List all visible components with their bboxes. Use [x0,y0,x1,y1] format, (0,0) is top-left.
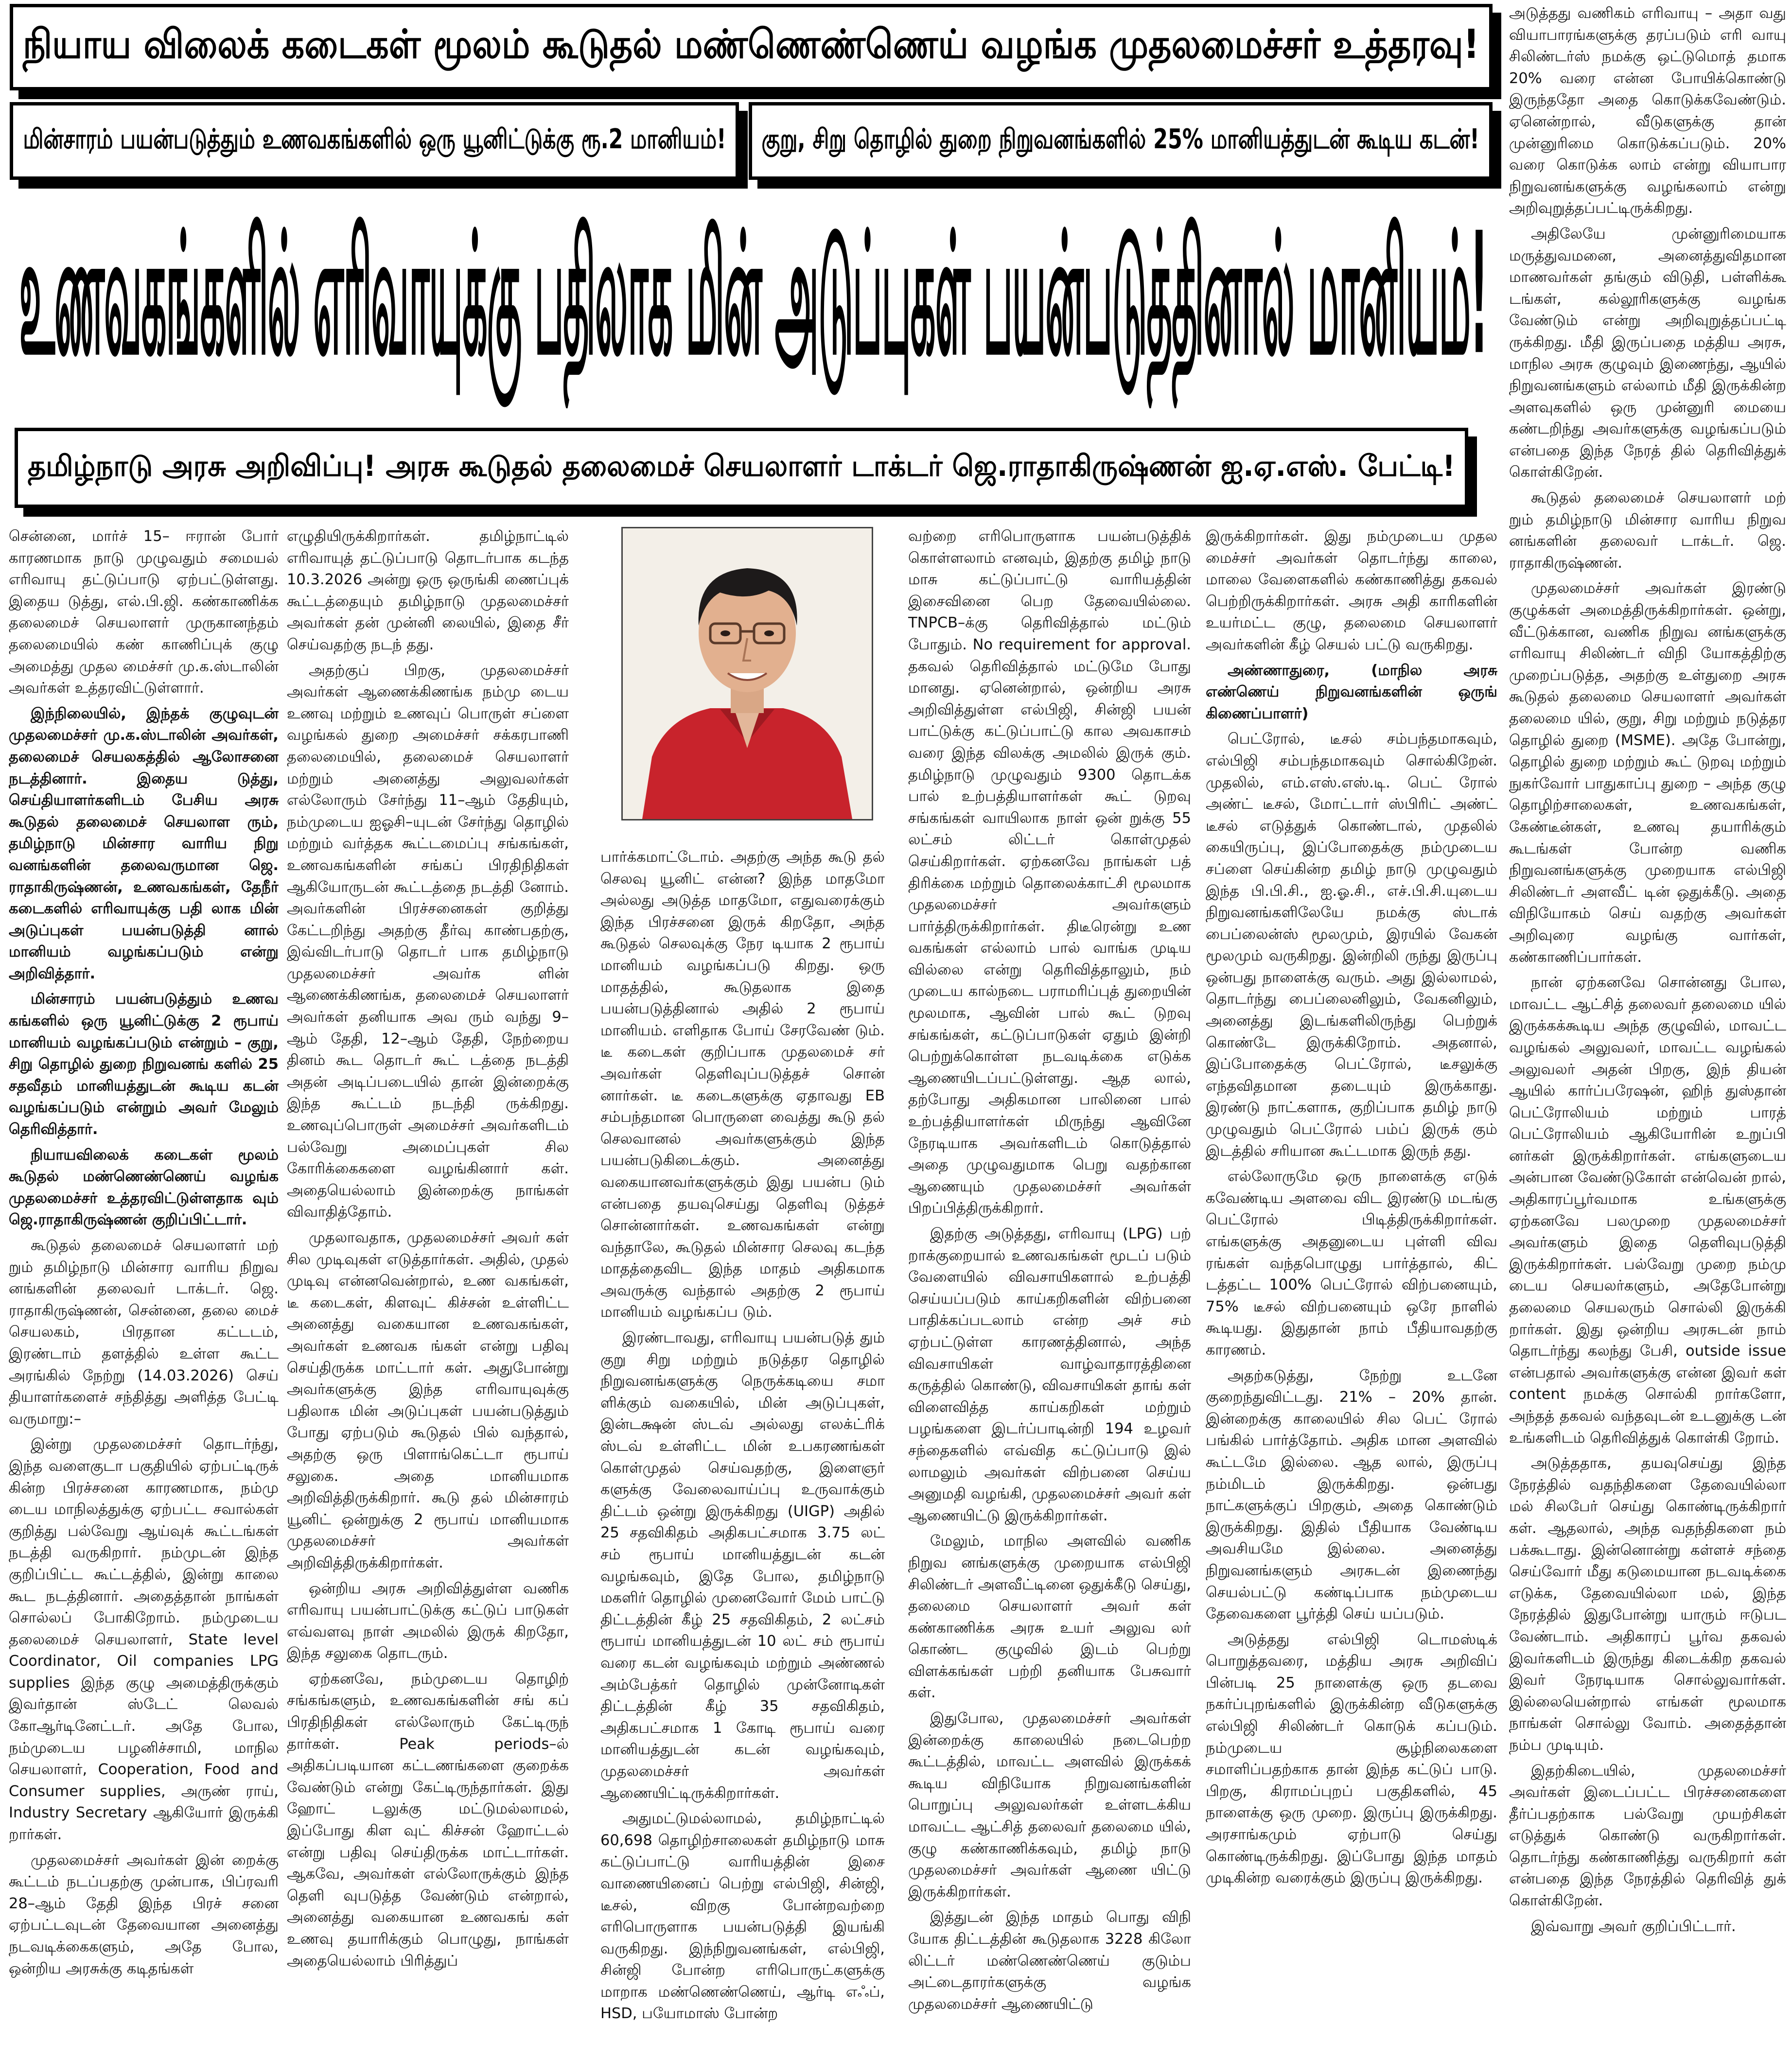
article-paragraph: இருக்கிறார்கள். இது நம்முடைய முதல மைச்சர் அவர்கள் தொடர்ந்து காலை, மாலை வேளைகளில் கண்காணித்து தகவல் பெற்றிருக்கிறார்கள். அரசு அதி காரிகளின் உயர்மட்ட குழு, தலைமை செயலாளர் அவர்களின் கீழ் செயல் பட்டு வருகிறது. [1206,528,1497,653]
article-paragraph: முதலாவதாக, முதலமைச்சர் அவர் கள் சில முடிவுகள் எடுத்தார்கள். அதில், முதல் முடிவு என்னவென்றால், உண வகங்கள், டீ கடைகள், கிளவுட் கிச்சன் உள்ளிட்ட அனைத்து வகையான உணவகங்கள், அவர்கள் உணவக ங்கள் என்று பதிவு செய்திருக்க மாட்டார் கள். அதுபோன்று அவர்களுக்கு இந்த எரிவாயுவுக்கு பதிலாக மின் அடுப்புகள் பயன்படுத்தும் போது ஏற்படும் கூடுதல் பில் வந்தால், அதற்கு ஒரு பிளாங்கெட்டா ரூபாய் சலுகை. அதை மானியமாக அறிவித்திருக்கிறார். கூடு தல் மின்சாரம் யூனிட் ஒன்றுக்கு 2 ரூபாய் மானியமாக முதலமைச்சர் அவர்கள் அறிவித்திருக்கிறார்கள். [287,1229,569,1571]
subheadline-left: மின்சாரம் பயன்படுத்தும் உணவகங்களில் ஒரு யூனிட்டுக்கு ரூ.2 மானியம்! [23,123,726,155]
article-paragraph: முதலமைச்சர் அவர்கள் இன் றைக்கு கூட்டம் நடப்பதற்கு முன்பாக, பிப்ரவரி 28–ஆம் தேதி இந்த பிரச் சனை ஏற்பட்டவுடன் தேவையான அனைத்து நடவடிக்கைகளும், அதே போல, ஒன்றிய அரசுக்கு கடிதங்கள் [9,1851,279,1977]
article-column-4 [908,526,1191,2052]
article-paragraph: நான் ஏற்கனவே சொன்னது போல, மாவட்ட ஆட்சித் தலைவர் தலைமை யில் இருக்கக்கூடிய அந்த குழுவில், மாவட்ட வழங்கல் அலுவலர், மாவட்ட வழங்கல் அலுவலர் அதன் பிறகு, இந் தியன் ஆயில் கார்ப்பரேஷன், ஹிந் துஸ்தான் பெட்ரோலியம் மற்றும் பாரத் பெட்ரோலியம் ஆகியோரின் உறுப்பி னர்கள் இருக்கிறார்கள். எங்களுடைய அன்பான வேண்டுகோள் என்வென் றால், அதிகாரப்பூர்வமாக உங்களுக்கு ஏற்கனவே பலமுறை முதலமைச்சர் அவர்களும் இதை தெளிவுபடுத்தி இருக்கிறார்கள். பல்வேறு முறை நம்மு டைய செயலர்களும், அதேபோன்று தலைமை செயலரும் சொல்லி இருக்கி றார்கள். இது ஒன்றிய அரசுடன் நாம் தொடர்ந்து கலந்து பேசி, outside issue என்பதால் அவர்களுக்கு என்ன இவர் கள் content நமக்கு சொல்கி றார்களோ, அந்தத் தகவல் வந்தவுடன் உடனுக்கு டன் உங்களிடம் தெரிவித்துக் கொள்கி றோம். [1509,974,1786,1447]
top-headline: நியாய விலைக் கடைகள் மூலம் கூடுதல் மண்ணெண்ணெய் வழங்க முதலமைச்சர் உத்தரவு! [23,21,1479,68]
article-paragraph: நியாயவிலைக் கடைகள் மூலம் கூடுதல் மண்ணெண்ணெய் வழங்க முதலமைச்சர் உத்தரவிட்டுள்ளதாக வும் ஜெ.ராதாகிருஷ்ணன் குறிப்பிட்டார். [9,1146,279,1229]
article-paragraph: மின்சாரம் பயன்படுத்தும் உணவ கங்களில் ஒரு யூனிட்டுக்கு 2 ரூபாய் மானியம் வழங்கப்படும் என்றும் – குறு, சிறு தொழில் துறை நிறுவனங் களில் 25 சதவீதம் மானியத்துடன் கூடிய கடன் வழங்கப்படும் என்றும் அவர் மேலும் தெரிவித்தார். [9,991,279,1138]
subheadline-right-box [749,102,1493,180]
article-paragraph: அதற்கடுத்து, நேற்று உடனே குறைந்துவிட்டது. 21% – 20% தான். இன்றைக்கு காலையில் சில பெட் ரோல் பங்கில் பார்த்தோம். அதிக மான அளவில் கூட்டமே இல்லை. ஆத லால், இருப்பு நம்மிடம் இருக்கிறது. ஒன்பது நாட்களுக்குப் பிறகும், அதை கொண்டும் இருக்கிறது. இதில் பீதியாக வேண்டிய அவசியமே இல்லை. அனைத்து நிறுவனங்களும் அரசுடன் இணைந்து செயல்பட்டு கண்டிப்பாக நம்முடைய தேவைகளை பூர்த்தி செய் யப்படும். [1206,1367,1497,1623]
article-paragraph: இத்துடன் இந்த மாதம் பொது விநி யோக திட்டத்தின் கூடுதலாக 3228 கிலோ லிட்டர் மண்ணெண்ணெய் குடும்ப அட்டைதாரர்களுக்கு வழங்க முதலமைச்சர் ஆணையிட்டு [908,1909,1191,2013]
article-paragraph: சென்னை, மார்ச் 15– ஈரான் போர் காரணமாக நாடு முழுவதும் சமையல் எரிவாயு தட்டுப்பாடு ஏற்பட்டுள்ளது. இதைய டுத்து, எல்.பி.ஜி. கண்காணிக்க தலைமைச் செயலாளர் முருகானந்தம் தலைமையில் கண் காணிப்புக் குழு அமைத்து முதல மைச்சர் மு.க.ஸ்டாலின் அவர்கள் உத்தரவிட்டுள்ளார். [9,528,279,697]
article-column-2 [287,526,569,2052]
article-paragraph: ஒன்றிய அரசு அறிவித்துள்ள வணிக எரிவாயு பயன்பாட்டுக்கு கட்டுப் பாடுகள் எவ்வளவு நாள் அமலில் இருக் கிறதோ, இந்த சலுகை தொடரும். [287,1580,569,1662]
article-paragraph: முதலமைச்சர் அவர்கள் இரண்டு குழுக்கள் அமைத்திருக்கிறார்கள். ஒன்று, வீட்டுக்கான, வணிக நிறுவ னங்களுக்கு எரிவாயு சிலிண்டர் விநி யோகத்திற்கு முறைப்படுத்த, அதற்கு உள்துறை அரசு கூடுதல் தலைமை செயலாளர் அவர்கள் தலைமை யில், குறு, சிறு மற்றும் நடுத்தர தொழில் துறை (MSME). அதே போன்று, தொழில் துறை மற்றும் கூட் டுறவு மற்றும் நுகர்வோர் பாதுகாப்பு துறை – அந்த குழு தொழிற்சாலைகள், உணவகங்கள், கேண்டீன்கள், உணவு தயாரிக்கும் கூடங்கள் போன்ற வணிக நிறுவனங்களுக்கு முறையாக எல்பிஜி சிலிண்டர் அளவீட் டின் ஒதுக்கீடு. அதை விநியோகம் செய் வதற்கு அவர்கள் அறிவுரை வழங்கு வார்கள், கண்காணிப்பார்கள். [1509,580,1786,966]
article-paragraph: எல்லோருமே ஒரு நாளைக்கு எடுக் கவேண்டிய அளவை விட இரண்டு மடங்கு பெட்ரோல் பிடித்திருக்கிறார்கள். எங்களுக்கு அதனுடைய புள்ளி விவ ரங்கள் வந்தபொழுது பார்த்தால், கிட் டத்தட்ட 100% பெட்ரோல் விற்பனையும், 75% டீசல் விற்பனையும் ஒரே நாளில் கூடியது. இதுதான் நாம் பீதியாவதற்கு காரணம். [1206,1168,1497,1359]
article-paragraph: இதுபோல, முதலமைச்சர் அவர்கள் இன்றைக்கு காலையில் நடைபெற்ற கூட்டத்தில், மாவட்ட அளவில் இருக்கக் கூடிய விநியோக நிறுவனங்களின் பொறுப்பு அலுவலர்கள் உள்ளடக்கிய மாவட்ட ஆட்சித் தலைவர் தலைமை யில், குழு கண்காணிக்கவும், தமிழ் நாடு முதலமைச்சர் அவர்கள் ஆணை யிட்டு இருக்கிறார்கள். [908,1710,1191,1901]
article-paragraph: இதற்கிடையில், முதலமைச்சர் அவர்கள் இடைப்பட்ட பிரச்சனைகளை தீர்ப்பதற்காக பல்வேறு முயற்சிகள் எடுத்துக் கொண்டு வருகிறார்கள். தொடர்ந்து கண்காணித்து வருகிறார் கள் என்பதை இந்த நேரத்தில் தெரிவித் துக் கொள்கிறேன். [1509,1762,1786,1910]
article-column-6 [1509,3,1786,2052]
article-paragraph: வற்றை எரிபொருளாக பயன்படுத்திக் கொள்ளலாம் எனவும், இதற்கு தமிழ் நாடு மாசு கட்டுப்பாட்டு வாரியத்தின் இசைவினை பெற தேவையில்லை. TNPCB–க்கு தெரிவித்தால் மட்டும் போதும். No requirement for approval. தகவல் தெரிவித்தால் மட்டுமே போது மானது. ஏனென்றால், ஒன்றிய அரசு அறிவித்துள்ள எல்பிஜி, சின்ஜி பயன் பாட்டுக்கு கட்டுப்பாட்டு கால அவகாசம் வரை இந்த விலக்கு அமலில் இருக் கும். தமிழ்நாடு முழுவதும் 9300 தொடக்க பால் உற்பத்தியாளர்கள் கூட் டுறவு சங்கங்கள் வாயிலாக நாள் ஒன் றுக்கு 55 லட்சம் லிட்டர் கொள்முதல் செய்கிறார்கள். ஏற்கனவே நாங்கள் பத் திரிக்கை மற்றும் தொலைக்காட்சி மூலமாக முதலமைச்சர் அவர்களும் பார்த்திருக்கிறார்கள். திடீரென்று உண வகங்கள் எல்லாம் பால் வாங்க முடிய வில்லை என்று தெரிவித்தாலும், நம் முடைய கால்நடை பராமரிப்புத் துறையின் மூலமாக, ஆவின் பால் கூட் டுறவு சங்கங்கள், கட்டுப்பாடுகள் ஏதும் இன்றி பெற்றுக்கொள்ள நடவடிக்கை எடுக்க ஆணையிடப்பட்டுள்ளது. ஆத லால், தற்போது அதிகமான பாலினை பால் உற்பத்தியாளர்கள் மிருந்து ஆவினே நேரடியாக அவர்களிடம் கொடுத்தால் அதை முழுவதுமாக பெறு வதற்கான ஆணையும் முதலமைச்சர் அவர்கள் பிறப்பித்திருக்கிறார். [908,528,1191,1217]
strapline-box [15,428,1468,508]
article-paragraph: கூடுதல் தலைமைச் செயலாளர் மற் றும் தமிழ்நாடு மின்சார வாரிய நிறுவ னங்களின் தலைவர் டாக்டர். ஜெ. ராதாகிருஷ்ணன். [1509,489,1786,572]
article-column-1 [9,526,279,2052]
article-paragraph: அதிலேயே முன்னுரிமையாக மருத்துவமனை, அனைத்துவிதமான மாணவர்கள் தங்கும் விடுதி, பள்ளிக்கூ டங்கள், கல்லூரிகளுக்கு வழங்க வேண்டும் என்று அறிவுறுத்தப்பட்டி ருக்கிறது. மீதி இருப்பதை மத்திய அரசு, மாநில அரசு குழுவும் இணைந்து, ஆயில் நிறுவனங்களும் எல்லாம் மீதி இருக்கின்ற அளவுகளில் ஒரு முன்னுரி மையை கண்டறிந்து அவர்களுக்கு வழங்கப்படும் என்பதை இந்த நேரத் தில் தெரிவித்துக் கொள்கிறேன். [1509,225,1786,481]
article-paragraph: இரண்டாவது, எரிவாயு பயன்படுத் தும் குறு சிறு மற்றும் நடுத்தர தொழில் நிறுவனங்களுக்கு நெருக்கடியை சமா ளிக்கும் வகையில், மின் அடுப்புகள், இன்டக்ஷன் ஸ்டவ் அல்லது எலக்ட்ரிக் ஸ்டவ் உள்ளிட்ட மின் உபகரணங்கள் கொள்முதல் செய்வதற்கு, இளைஞர் களுக்கு வேலைவாய்ப்பு உருவாக்கும் திட்டம் ஒன்று இருக்கிறது (UIGP) அதில் 25 சதவிகிதம் அதிகபட்சமாக 3.75 லட் சம் ரூபாய் மானியத்துடன் கடன் வழங்கவும், இதே போல, தமிழ்நாடு மகளிர் தொழில் முனைவோர் மேம் பாட்டு திட்டத்தின் கீழ் 25 சதவிகிதம், 2 லட்சம் ரூபாய் மானியத்துடன் 10 லட் சம் ரூபாய் வரை கடன் வழங்கவும் மற்றும் அண்ணல் அம்பேத்கர் தொழில் முன்னோடிகள் திட்டத்தின் கீழ் 35 சதவிகிதம், அதிகபட்சமாக 1 கோடி ரூபாய் வரை மானியத்துடன் கடன் வழங்கவும், முதலமைச்சர் அவர்கள் ஆணையிட்டிருக்கிறார்கள். [600,1329,885,1802]
article-paragraph: அடுத்தது எல்பிஜி டொமஸ்டிக் பொறுத்தவரை, மத்திய அரசு அறிவிப் பின்படி 25 நாளைக்கு ஒரு தடவை நகர்ப்புறங்களில் இருக்கின்ற வீடுகளுக்கு எல்பிஜி சிலிண்டர் கொடுக் கப்படும். நம்முடைய சூழ்நிலைகளை சமாளிப்பதற்காக தான் இந்த கட்டுப் பாடு. பிறகு, கிராமப்புறப் பகுதிகளில், 45 நாளைக்கு ஒரு முறை. இருப்பு இருக்கிறது. அரசாங்கமும் ஏற்பாடு செய்து கொண்டிருக்கிறது. இப்போது இந்த மாதம் முடிகின்ற வரைக்கும் இருப்பு இருக்கிறது. [1206,1631,1497,1887]
main-headline-box [10,204,1497,408]
top-headline-box [10,4,1493,90]
portrait-illustration [623,528,872,819]
article-paragraph: அதற்குப் பிறகு, முதலமைச்சர் அவர்கள் ஆணைக்கிணங்க நம்மு டைய உணவு மற்றும் உணவுப் பொருள் சப்ளை வழங்கல் துறை அமைச்சர் சக்கரபாணி தலைமையில், தலைமைச் செயலாளர் மற்றும் அனைத்து அலுவலர்கள் எல்லோரும் சேர்ந்து 11–ஆம் தேதியும், நம்முடைய ஐஓசி–யுடன் சேர்ந்து தொழில் மற்றும் வர்த்தக கூட்டமைப்பு சங்கங்கள், உணவகங்களின் சங்கப் பிரதிநிதிகள் ஆகியோருடன் கூட்டத்தை நடத்தி னோம். அவர்களின் பிரச்சனைகள் குறித்து கேட்டறிந்து அதற்கு தீர்வு காண்பதற்கு, இவ்விடர்பாடு தொடர் பாக தமிழ்நாடு முதலமைச்சர் அவர்க ளின் ஆணைக்கிணங்க, தலைமைச் செயலாளர் அவர்கள் தனியாக அவ ரும் வந்து 9–ஆம் தேதி, 12–ஆம் தேதி, நேற்றைய தினம் கூட தொடர் கூட் டத்தை நடத்தி அதன் அடிப்படையில் தான் இன்றைக்கு இந்த கூட்டம் நடந்தி ருக்கிறது. உணவுப்பொருள் அமைச்சர் அவர்களிடம் பல்வேறு அமைப்புகள் சில கோரிக்கைகளை வழங்கினார் கள். அதையெல்லாம் இன்றைக்கு நாங்கள் விவாதித்தோம். [287,662,569,1221]
speaker-name: அண்ணாதுரை, (மாநில அரசு எண்ணெய் நிறுவனங்களின் ஒருங் கிணைப்பாளர்) [1206,662,1497,722]
article-paragraph: அடுத்தது வணிகம் எரிவாயு – அதா வது வியாபாரங்களுக்கு தரப்படும் எரி வாயு சிலிண்டர்ஸ் நமக்கு ஒட்டுமொத் தமாக 20% வரை என்ன போயிக்கொண்டு இருந்ததோ அதை கொடுக்கவேண்டும். ஏனென்றால், வீடுகளுக்கு தான் முன்னுரிமை கொடுக்கப்படும். 20% வரை கொடுக்க லாம் என்று வியாபார நிறுவனங்களுக்கு வழங்கலாம் என்று அறிவுறுத்தப்பட்டிருக்கிறது. [1509,5,1786,217]
article-paragraph: மேலும், மாநில அளவில் வணிக நிறுவ னங்களுக்கு முறையாக எல்பிஜி சிலிண்டர் அளவீட்டினை ஒதுக்கீடு செய்து, தலைமை செயலாளர் அவர் கள் கண்காணிக்க அரசு உயர் அலுவ லர் கொண்ட குழுவில் இடம் பெற்று விளக்கங்கள் பற்றி தனியாக பேசுவார் கள். [908,1533,1191,1702]
article-paragraph: இன்று முதலமைச்சர் தொடர்ந்து, இந்த வளைகுடா பகுதியில் ஏற்பட்டிருக் கின்ற பிரச்சனை காரணமாக, நம்மு டைய மாநிலத்துக்கு ஏற்பட்ட சவால்கள் குறித்து பல்வேறு ஆய்வுக் கூட்டங்கள் நடத்தி வருகிறார். நம்முடன் இந்த குறிப்பிட்ட கூட்டத்தில், இன்று காலை கூட நடத்தினார். அதைத்தான் நாங்கள் சொல்லப் போகிறோம். நம்முடைய தலைமைச் செயலாளர், State level Coordinator, Oil companies LPG supplies இந்த குழு அமைத்திருக்கும் இவர்தான் ஸ்டேட் லெவல் கோஆர்டினேட்டர். அதே போல, நம்முடைய பழனிச்சாமி, மாநில செயலாளர், Cooperation, Food and Consumer supplies, அருண் ராய், Industry Secretary ஆகியோர் இருக்கி றார்கள். [9,1436,279,1844]
strapline: தமிழ்நாடு அரசு அறிவிப்பு! அரசு கூடுதல் தலைமைச் செயலாளர் டாக்டர் ஜெ.ராதாகிருஷ்ணன் ஐ.ஏ.எஸ். பேட்டி! [27,449,1456,483]
article-paragraph: கூடுதல் தலைமைச் செயலாளர் மற் றும் தமிழ்நாடு மின்சார வாரிய நிறுவ னங்களின் தலைவர் டாக்டர். ஜெ. ராதாகிருஷ்ணன், சென்னை, தலை மைச் செயலகம், பிரதான கட்டடம், இரண்டாம் தளத்தில் உள்ள கூட்ட அரங்கில் நேற்று (14.03.2026) செய் தியாளர்களைச் சந்தித்து அளித்த பேட்டி வருமாறு:– [9,1237,279,1428]
article-paragraph: இதற்கு அடுத்தது, எரிவாயு (LPG) பற் றாக்குறையால் உணவகங்கள் மூடப் படும் வேளையில் விவசாயிகளால் உற்பத்தி செய்யப்படும் காய்கறிகளின் விற்பனை பாதிக்கப்படலாம் என்ற அச் சம் ஏற்பட்டுள்ள காரணத்தினால், அந்த விவசாயிகள் வாழ்வாதாரத்தினை கருத்தில் கொண்டு, விவசாயிகள் தாங் கள் விளைவித்த காய்கறிகள் மற்றும் பழங்களை இடர்ப்பாடின்றி 194 உழவர் சந்தைகளில் எவ்வித கட்டுப்பாடு இல் லாமலும் அவர்கள் விற்பனை செய்ய அனுமதி வழங்கி, முதலமைச்சர் அவர் கள் ஆணையிட்டு இருக்கிறார்கள். [908,1225,1191,1524]
article-paragraph: பார்க்கமாட்டோம். அதற்கு அந்த கூடு தல் செலவு யூனிட் என்ன? இந்த மாதமோ அல்லது அடுத்த மாதமோ, எதுவரைக்கும் இந்த பிரச்சனை இருக் கிறதோ, அந்த கூடுதல் செலவுக்கு நேர டியாக 2 ரூபாய் மானியம் வழங்கப்படு கிறது. ஒரு மாதத்தில், கூடுதலாக இதை பயன்படுத்தினால் அதில் 2 ரூபாய் மானியம். எளிதாக போய் சேரவேண் டும். டீ கடைகள் குறிப்பாக முதலமைச் சர் அவர்கள் தெளிவுப்படுத்தச் சொன் னார்கள். டீ கடைகளுக்கு ஏதாவது EB சம்பந்தமான பொருளை வைத்து கூடு தல் செலவானல் அவர்களுக்கும் இந்த பயன்படுகிடைக்கும். அனைத்து வகையானவர்களுக்கும் இது பயன்ப டும் என்பதை தயவுசெய்து தெளிவு டுத்தச் சொன்னார்கள். உணவகங்கள் என்று வந்தாலே, கூடுதல் மின்சார செலவு கடந்த மாதத்தைவிட இந்த மாதம் அதிகமாக அவருக்கு வந்தால் அதற்கு 2 ரூபாய் மானியம் வழங்கப்ப டும். [600,849,885,1321]
article-column-5 [1206,526,1497,2052]
article-paragraph: அதுமட்டுமல்லாமல், தமிழ்நாட்டில் 60,698 தொழிற்சாலைகள் தமிழ்நாடு மாசு கட்டுப்பாட்டு வாரியத்தின் இசை வாணையினைப் பெற்று எல்பிஜி, சின்ஜி, டீசல், விறகு போன்றவற்றை எரிபொருளாக பயன்படுத்தி இயங்கி வருகிறது. இந்நிறுவனங்கள், எல்பிஜி, சின்ஜி போன்ற எரிபொருட்களுக்கு மாறாக மண்ணெண்ணெய், ஆர்டி எஃப், HSD, பயோமாஸ் போன்ற [600,1810,885,2023]
article-paragraph: பெட்ரோல், டீசல் சம்பந்தமாகவும், எல்பிஜி சம்பந்தமாகவும் சொல்கிறேன். முதலில், எம்.எஸ்.எஸ்.டி. பெட் ரோல் அண்ட் டீசல், மோட்டார் ஸ்பிரிட் அண்ட் டீசல் எடுத்துக் கொண்டால், முதலில் கையிருப்பு, இப்போதைக்கு நம்முடைய சப்ளை செய்கின்ற தமிழ் நாடு முழுவதும் இந்த பி.பி.சி., ஐ.ஓ.சி., எச்.பி.சி.யுடைய நிறுவனங்களிலேயே நமக்கு ஸ்டாக் பைப்லைன்ஸ் மூலமும், இரயில் வேகன் மூலமும் வருகிறது. இன்றிலி ருந்து இருப்பு ஒன்பது நாளைக்கு வரும். அது இல்லாமல், தொடர்ந்து பைப்லைனிலும், வேகனிலும், அனைத்து இடங்களிலிருந்து பெற்றுக் கொண்டே இருக்கிறோம். அதனால், இப்போதைக்கு பெட்ரோல், டீசலுக்கு எந்தவிதமான தடையும் இருக்காது. இரண்டு நாட்களாக, குறிப்பாக தமிழ் நாடு முழுவதும் பெட்ரோல் பம்ப் இருக் கும் இடத்தில் சரியான கூட்டமாக இருந் தது. [1206,731,1497,1160]
article-column-3 [600,847,885,2052]
main-headline: உணவகங்களில் எரிவாயுக்கு பதிலாக மின் அடுப்புகள் பயன்படுத்தினால் மானியம்! [19,204,1488,393]
portrait-photo [621,527,873,820]
subheadline-left-box [10,102,739,180]
article-paragraph: ஏற்கனவே, நம்முடைய தொழிற் சங்கங்களும், உணவகங்களின் சங் கப் பிரதிநிதிகள் எல்லோரும் கேட்டிருந் தார்கள். Peak periods–ல் அதிகப்படியான கட்டணங்களை குறைக்க வேண்டும் என்று கேட்டிருந்தார்கள். இது ஹோட் டலுக்கு மட்டுமல்லாமல், இப்போது கிள வுட் கிச்சன் ஹோட்டல் என்று பதிவு செய்திருக்க மாட்டார்கள். ஆகவே, அவர்கள் எல்லோருக்கும் இந்த தெளி வுபடுத்த வேண்டும் என்றால், அனைத்து வகையான உணவகங் கள் உணவு தயாரிக்கும் பொழுது, நாங்கள் அதையெல்லாம் பிரித்துப் [287,1670,569,1970]
article-paragraph: இந்நிலையில், இந்தக் குழுவுடன் முதலமைச்சர் மு.க.ஸ்டாலின் அவர்கள், தலைமைச் செயலகத்தில் ஆலோசனை நடத்தினார். இதைய டுத்து, செய்தியாளர்களிடம் பேசிய அரசு கூடுதல் தலைமைச் செயலாள ரும், தமிழ்நாடு மின்சார வாரிய நிறு வனங்களின் தலைவருமான ஜெ. ராதாகிருஷ்ணன், உணவகங்கள், தேநீர் கடைகளில் எரிவாயுக்கு பதி லாக மின் அடுப்புகள் பயன்படுத்தி னால் மானியம் வழங்கப்படும் என்று அறிவித்தார். [9,705,279,982]
article-paragraph: அடுத்ததாக, தயவுசெய்து இந்த நேரத்தில் வதந்திகளை தேவையில்லா மல் சிலபேர் செய்து கொண்டிருக்கிறார் கள். ஆதலால், அந்த வதந்திகளை நம் பக்கூடாது. இன்னொன்று கள்ளச் சந்தை செய்வோர் மீது கடுமையான நடவடிக்கை எடுக்க, தேவையில்லா மல், இந்த நேரத்தில் இதுபோன்று யாரும் ஈடுபட வேண்டாம். அதிகாரப் பூர்வ தகவல் இவர்களிடம் இருந்து கிடைக்கிற தகவல் இவர் நேரடியாக சொல்லுவார்கள். இல்லையென்றால் எங்கள் மூலமாக நாங்கள் சொல்லு வோம். அதைத்தான் நம்ப முடியும். [1509,1455,1786,1754]
article-paragraph: இவ்வாறு அவர் குறிப்பிட்டார். [1531,1918,1736,1935]
article-paragraph: எழுதியிருக்கிறார்கள். தமிழ்நாட்டில் எரிவாயுத் தட்டுப்பாடு தொடர்பாக கடந்த 10.3.2026 அன்று ஒரு ஒருங்கி ணைப்புக் கூட்டத்தையும் தமிழ்நாடு முதலமைச்சர் அவர்கள் தன் முன்னி லையில், இதை சீர் செய்வதற்கு நடந் தது. [287,528,569,653]
subheadline-right: குறு, சிறு தொழில் துறை நிறுவனங்களில் 25% மானியத்துடன் கூடிய கடன்! [761,123,1480,155]
